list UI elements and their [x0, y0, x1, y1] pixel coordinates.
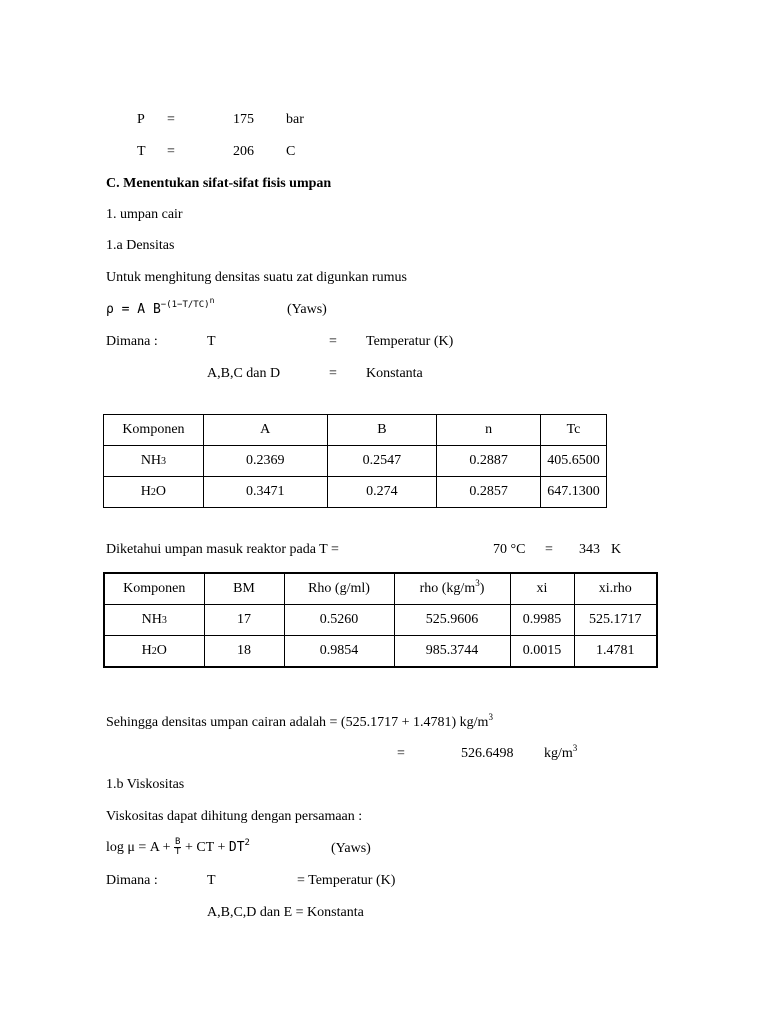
col-header: Komponen: [104, 415, 204, 446]
col-header: A: [203, 415, 327, 446]
table-cell: 0.5260: [284, 605, 394, 636]
col-header: xi.rho: [574, 573, 657, 605]
table-cell: 0.9985: [510, 605, 574, 636]
col-header: Komponen: [104, 573, 204, 605]
table-cell: 0.2547: [327, 446, 437, 477]
table-cell: 985.3744: [394, 636, 510, 668]
table-cell: 17: [204, 605, 284, 636]
density-result-unit: $kg/m^3$: [544, 743, 578, 761]
table-cell: 0.3471: [203, 477, 327, 508]
density-calc-table: [103, 572, 658, 668]
subsection-viscosity: 1.b Viskositas: [106, 777, 185, 792]
table-cell: 18: [204, 636, 284, 668]
where-eq-2: =: [329, 366, 337, 381]
table-cell: 405.6500: [541, 446, 607, 477]
table-cell: 1.4781: [574, 636, 657, 668]
table-cell: 0.274: [327, 477, 437, 508]
density-result-line: Sehingga densitas umpan cairan adalah = (525.1717 + 1.4781) $kg/m^3$: [106, 712, 493, 730]
density-result-eq: =: [397, 746, 405, 761]
where-symbol-t-2: T: [207, 873, 216, 888]
known-temp-k: 343: [579, 542, 600, 557]
density-result-value: 526.6498: [461, 746, 514, 761]
known-text: Diketahui umpan masuk reaktor pada T =: [106, 542, 339, 557]
col-header: Tc: [541, 415, 607, 446]
table-cell: 525.9606: [394, 605, 510, 636]
where-symbol-t: T: [207, 334, 216, 349]
density-constants-table: [103, 414, 607, 508]
where-symbol-constants: A,B,C dan D: [207, 366, 281, 381]
component-cell: NH3: [104, 446, 204, 477]
density-formula: ρ = A $B^{-(1-T/TC)n}$: [106, 296, 215, 317]
table-cell: 0.0015: [510, 636, 574, 668]
section-heading: C. Menentukan sifat-sifat fisis umpan: [106, 176, 332, 191]
table-cell: 647.1300: [541, 477, 607, 508]
table-cell: 0.2857: [437, 477, 541, 508]
known-temp-c: 70 °C: [493, 542, 526, 557]
where-label-2: Dimana :: [106, 873, 158, 888]
table-header-row: [104, 415, 607, 446]
table-row: [104, 605, 657, 636]
where-label: Dimana :: [106, 334, 158, 349]
pressure-label: P: [137, 112, 145, 127]
col-header: B: [327, 415, 437, 446]
col-header: rho $(kg/m^3)$: [394, 573, 510, 605]
temperature-unit: C: [286, 144, 296, 159]
component-cell: NH3: [104, 605, 204, 636]
col-header: Rho (g/ml): [284, 573, 394, 605]
density-source: (Yaws): [287, 302, 327, 317]
known-eq: =: [545, 542, 553, 557]
table-header-row: [104, 573, 657, 605]
col-header: BM: [204, 573, 284, 605]
col-header: n: [437, 415, 541, 446]
table-row: [104, 477, 607, 508]
where-desc-temp: Temperatur (K): [366, 334, 454, 349]
viscosity-source: (Yaws): [331, 841, 371, 856]
subsection-density: 1.a Densitas: [106, 238, 175, 253]
table-cell: 0.9854: [284, 636, 394, 668]
where-desc-temp-2: = Temperatur (K): [297, 873, 396, 888]
table-row: [104, 636, 657, 668]
col-header: xi: [510, 573, 574, 605]
viscosity-formula: log μ = A + $\frac{B}{T}$ + CT + $DT^2$: [106, 837, 250, 858]
subsection-liquid-feed: 1. umpan cair: [106, 207, 183, 222]
known-unit-k: K: [611, 542, 622, 557]
density-intro: Untuk menghitung densitas suatu zat digunkan rumus: [106, 270, 407, 285]
pressure-value: 175: [233, 112, 254, 127]
where-eq-1: =: [329, 334, 337, 349]
pressure-eq: =: [167, 112, 175, 127]
component-cell: H2O: [104, 636, 204, 668]
table-cell: 525.1717: [574, 605, 657, 636]
temperature-value: 206: [233, 144, 254, 159]
fraction-b-over-t: $\frac{B}{T}$: [175, 837, 181, 858]
where-constants-2: A,B,C,D dan E = Konstanta: [207, 905, 364, 920]
where-desc-constants: Konstanta: [366, 366, 423, 381]
temperature-eq: =: [167, 144, 175, 159]
pressure-unit: bar: [286, 112, 304, 127]
table-cell: 0.2887: [437, 446, 541, 477]
component-cell: H2O: [104, 477, 204, 508]
viscosity-intro: Viskositas dapat dihitung dengan persamaan :: [106, 809, 363, 824]
table-cell: 0.2369: [203, 446, 327, 477]
table-row: [104, 446, 607, 477]
temperature-label: T: [137, 144, 146, 159]
